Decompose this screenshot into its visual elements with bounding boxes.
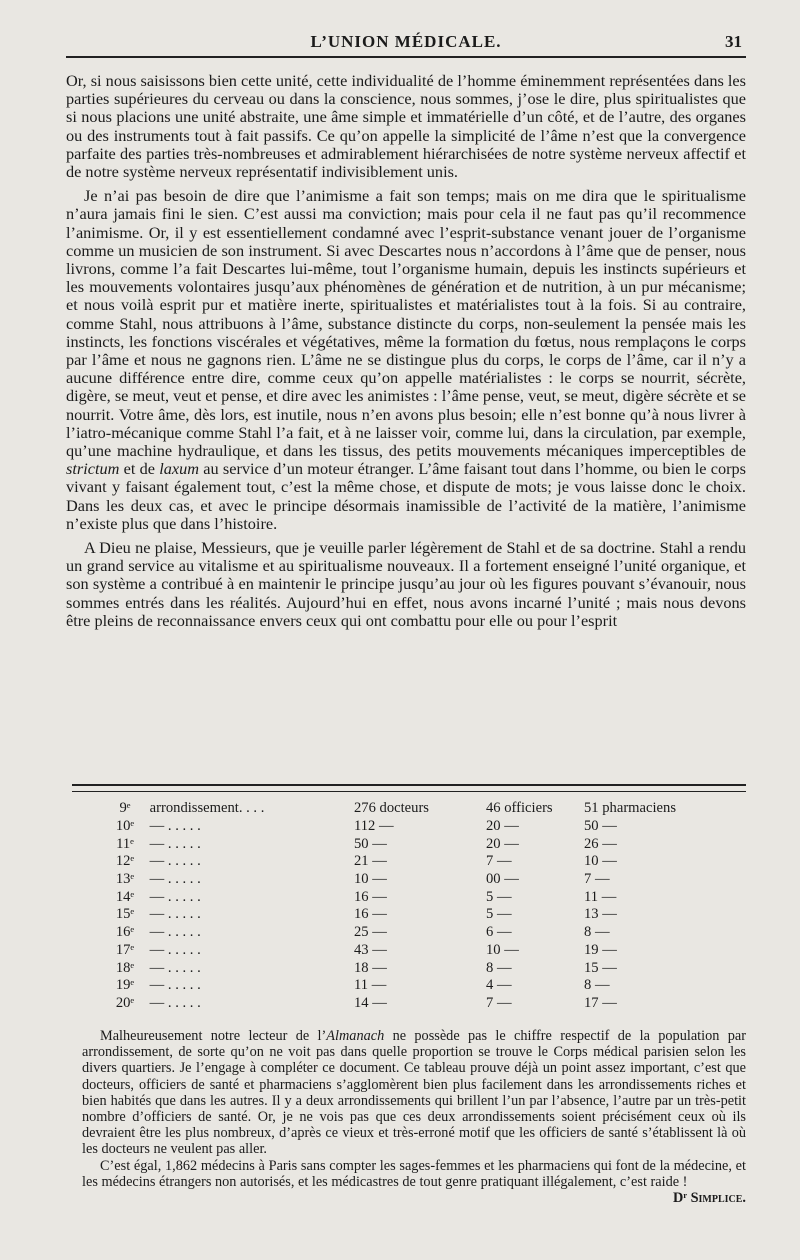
paragraph-2 — [66, 187, 746, 533]
table-row — [104, 835, 744, 853]
pharmaciens-count: 15 — [584, 959, 599, 976]
docteurs-cell — [354, 835, 486, 853]
docteurs-count: 50 — [354, 835, 369, 852]
arrondissement-cell — [104, 942, 354, 960]
officiers-word: — — [504, 835, 519, 852]
officiers-count: 5 — [486, 888, 494, 905]
docteurs-count: 112 — [354, 818, 376, 835]
arrondissement-label: — . . . . . — [149, 835, 201, 852]
docteurs-cell — [354, 924, 486, 942]
docteurs-cell — [354, 942, 486, 960]
officiers-cell — [486, 888, 584, 906]
pharmaciens-cell — [584, 924, 744, 942]
arrondissement-label: — . . . . . — [149, 924, 201, 941]
pharmaciens-word: — — [602, 941, 617, 958]
officiers-cell — [486, 853, 584, 871]
docteurs-word: — — [372, 941, 387, 958]
docteurs-count: 11 — [354, 977, 369, 994]
pharmaciens-count: 13 — [584, 906, 599, 923]
arrondissement-label: — . . . . . — [149, 871, 201, 888]
docteurs-cell — [354, 959, 486, 977]
term-strictum: strictum — [66, 459, 120, 479]
arrondissement-number: 12ᵉ — [115, 853, 135, 870]
pharmaciens-count: 8 — [584, 924, 592, 941]
arrondissement-table — [104, 800, 744, 1012]
arrondissement-number: 16ᵉ — [115, 924, 135, 941]
journal-title: L’UNION MÉDICALE. — [310, 32, 502, 51]
officiers-word: — — [496, 906, 512, 923]
arrondissement-number: 17ᵉ — [115, 941, 135, 958]
docteurs-count: 16 — [354, 906, 369, 923]
pharmaciens-cell — [584, 977, 744, 995]
arrondissement-cell — [104, 835, 354, 853]
arrondissement-number: 10ᵉ — [115, 818, 135, 835]
arrondissement-cell — [104, 853, 354, 871]
docteurs-count: 21 — [354, 853, 369, 870]
pharmaciens-count: 19 — [584, 941, 599, 958]
docteurs-word: docteurs — [379, 800, 429, 817]
pharmaciens-cell — [584, 888, 744, 906]
arrondissement-label: — . . . . . — [149, 853, 201, 870]
officiers-cell — [486, 818, 584, 836]
pharmaciens-cell — [584, 800, 744, 818]
arrondissement-cell — [104, 959, 354, 977]
pharmaciens-word: — — [601, 888, 617, 905]
pharmaciens-word: — — [594, 924, 610, 941]
docteurs-cell — [354, 871, 486, 889]
table-row — [104, 853, 744, 871]
officiers-word: — — [496, 853, 512, 870]
pharmaciens-word: — — [602, 835, 617, 852]
divider-thick — [72, 784, 746, 786]
paragraph-2-text: Je n’ai pas besoin de dire que l’animisme a fait son temps; mais on me dira que le spiritualisme n’aura jamais fini le sien. C’est aussi ma conviction; mais pour cela il ne faut pas qu’il recommence l’animisme. Or, il y est essentiellement condamné avec l’esprit-substance venant jouer de l’organisme comme un musicien de son instrument. Si avec Descartes nous n’accordons à l’âme que de penser, nous livrons, comme l’a fait Descartes lui-même, tout l’organisme humain, depuis les instincts supérieurs et les mouvements volontaires jusqu’aux phénomènes de génération et de nutrition, à un pur mécanisme; et nous voilà esprit pur et matière inerte, spiritualistes et matérialistes tout à la fois. Si au contraire, comme Stahl, nous attribuons à l’âme, substance distincte du corps, non-seulement la pensée mais les instincts, les fonctions viscérales et végétatives, même la formation du fœtus, nous remplaçons le corps par l’âme et nous ne gagnons rien. L’âme ne se distingue plus du corps, le corps de l’âme, car il n’y a aucune différence entre dire, comme ceux qu’on appelle matérialistes : le corps se nourrit, sécrète, digère, se meut, veut et pense, et dire avec les animistes : l’âme pense, veut, se meut, digère sécrète et se nourrit. Votre âme, dès lors, est inutile, nous n’en avons plus besoin; elle n’est bonne qu’à nous livrer à l’iatro-mécanique comme Stahl l’a fait, et à ne laisser voir, comme lui, dans la circulation, par exemple, qu’une machine hydraulique, et dans les tissus, des petits mouvements mécaniques imperceptibles de — [66, 186, 746, 461]
officiers-cell — [486, 942, 584, 960]
arrondissement-cell — [104, 818, 354, 836]
arrondissement-label: arrondissement. . . . — [149, 800, 265, 817]
arrondissement-number: 20ᵉ — [115, 994, 135, 1011]
officiers-cell — [486, 977, 584, 995]
docteurs-cell — [354, 888, 486, 906]
officiers-count: 5 — [486, 906, 494, 923]
arrondissement-label: — . . . . . — [149, 818, 201, 835]
officiers-count: 6 — [486, 924, 494, 941]
paragraph-2-mid: et de — [123, 459, 155, 479]
docteurs-count: 14 — [354, 994, 369, 1011]
officiers-count: 8 — [486, 959, 494, 976]
arrondissement-number: 11ᵉ — [116, 835, 134, 852]
docteurs-word: — — [372, 906, 387, 923]
docteurs-cell — [354, 800, 486, 818]
docteurs-word: — — [372, 994, 387, 1011]
arrondissement-cell — [104, 888, 354, 906]
officiers-count: 7 — [486, 853, 494, 870]
table-row — [104, 906, 744, 924]
footnote-text-2: C’est égal, 1,862 médecins à Paris sans compter les sages-femmes et les pharmaciens qui font de la médecine, et les médecins étrangers non autorisés, et les médicastres de tout genre pratiquant illégalement, c’est raide ! — [82, 1157, 746, 1190]
table-row — [104, 818, 744, 836]
pharmaciens-count: 17 — [584, 994, 599, 1011]
arrondissement-label: — . . . . . — [149, 906, 201, 923]
arrondissement-number: 18ᵉ — [115, 959, 135, 976]
table-row — [104, 995, 744, 1013]
pharmaciens-cell — [584, 818, 744, 836]
officiers-cell — [486, 924, 584, 942]
divider-thin — [72, 791, 746, 792]
pharmaciens-cell — [584, 942, 744, 960]
table-row — [104, 888, 744, 906]
paragraph-3: A Dieu ne plaise, Messieurs, que je veuille parler légèrement de Stahl et de sa doctrine. Stahl a rendu un grand service au vitalisme et au spiritualisme nouveaux. Il a fortement enseigné l’unité organique, et son système a contribué à en maintenir le principe jusqu’au jour où les figures pouvant s’évanouir, nous sommes entrés dans les réalités. Aujourd’hui en effet, nous avons incarné l’unité ; mais nous devons être pleins de reconnaissance envers ceux qui ont combattu pour elle ou pour l’esprit — [66, 538, 746, 630]
table-row — [104, 800, 744, 818]
table-row — [104, 977, 744, 995]
paragraph-2-end: au service d’un moteur étranger. L’âme faisant tout dans l’homme, ou bien le corps vivant y faisant également tout, c’est la même chose, et dispute de mots; je vous laisse donc le choix. Dans les deux cas, et avec le principe désormais inamissible de l’activité de la matière, l’animisme n’existe plus que dans l’histoire. — [66, 459, 747, 533]
paragraph-1: Or, si nous saisissons bien cette unité, cette individualité de l’homme éminemment représentées dans les parties supérieures du cerveau ou dans la conscience, nous sommes, j’ose le dire, plus spiritualistes que si nous placions une unité abstraite, une âme simple et immatérielle d’un côté, et de l’autre, des organes ou des instruments tout à fait passifs. Ce qu’on appelle la simplicité de l’âme n’est que la convergence parfaite des parties très-nombreuses et admirablement hiérarchisées de notre système nerveux affectif et de notre système nerveux représentatif indivisiblement unis. — [66, 71, 746, 182]
pharmaciens-cell — [584, 853, 744, 871]
docteurs-word: — — [372, 853, 387, 870]
docteurs-cell — [354, 995, 486, 1013]
docteurs-count: 18 — [354, 959, 369, 976]
footnote-text-start: Malheureusement notre lecteur de l’ — [100, 1028, 327, 1044]
arrondissement-label: — . . . . . — [149, 888, 201, 905]
pharmaciens-word: — — [594, 977, 610, 994]
arrondissement-number: 14ᵉ — [115, 888, 135, 905]
officiers-count: 7 — [486, 994, 494, 1011]
officiers-cell — [486, 959, 584, 977]
arrondissement-label: — . . . . . — [149, 941, 201, 958]
arrondissement-cell — [104, 977, 354, 995]
officiers-cell — [486, 800, 584, 818]
officiers-cell — [486, 906, 584, 924]
pharmaciens-cell — [584, 835, 744, 853]
docteurs-count: 16 — [354, 888, 369, 905]
footnote-paragraph-1 — [82, 1028, 746, 1158]
officiers-word: officiers — [504, 800, 553, 817]
docteurs-word: — — [379, 818, 394, 835]
footnote-paragraph-2 — [82, 1157, 746, 1207]
officiers-word: — — [496, 977, 512, 994]
table-row — [104, 959, 744, 977]
officiers-word: — — [496, 994, 512, 1011]
pharmaciens-word: — — [602, 853, 617, 870]
officiers-cell — [486, 835, 584, 853]
officiers-word: — — [496, 888, 512, 905]
docteurs-word: — — [372, 924, 387, 941]
docteurs-count: 25 — [354, 924, 369, 941]
docteurs-word: — — [371, 977, 387, 994]
page-number: 31 — [725, 32, 742, 51]
officiers-count: 4 — [486, 977, 494, 994]
arrondissement-number: 9ᵉ — [119, 800, 131, 817]
docteurs-word: — — [372, 888, 387, 905]
docteurs-word: — — [372, 959, 387, 976]
officiers-count: 46 — [486, 800, 501, 817]
docteurs-count: 43 — [354, 941, 369, 958]
arrondissement-cell — [104, 995, 354, 1013]
pharmaciens-word: — — [602, 906, 617, 923]
pharmaciens-cell — [584, 906, 744, 924]
officiers-cell — [486, 995, 584, 1013]
table-row — [104, 942, 744, 960]
pharmaciens-count: 7 — [584, 871, 592, 888]
arrondissement-label: — . . . . . — [149, 994, 201, 1011]
pharmaciens-cell — [584, 871, 744, 889]
pharmaciens-count: 51 — [584, 800, 599, 817]
arrondissement-label: — . . . . . — [149, 977, 201, 994]
signature: Dʳ Simplice. — [673, 1190, 746, 1207]
pharmaciens-cell — [584, 959, 744, 977]
table-row — [104, 924, 744, 942]
officiers-count: 20 — [486, 818, 501, 835]
docteurs-count: 10 — [354, 871, 369, 888]
almanach-title: Almanach — [326, 1028, 385, 1044]
term-laxum: laxum — [159, 459, 200, 479]
footnote — [82, 1028, 746, 1206]
arrondissement-cell — [104, 924, 354, 942]
footnote-text-end: ne possède pas le chiffre respectif de la population par arrondissement, de sorte qu’on ne voit pas dans quelle proportion se trouve le Corps médical parisien selon les divers quartiers. Je l’engage à compléter ce document. Ce tableau prouve déjà un point assez important, c’est que docteurs, officiers de santé et pharmaciens s’agglomèrent bien plus facilement dans les arrondissements riches et bien habités que dans les autres. Il y a deux arrondissements qui brillent l’un par l’absence, l’autre par un très-petit nombre d’officiers de santé. Or, je ne vois pas que ces deux arrondissements soient précisément ceux où ils devraient être les plus nombreux, d’après ce vieux et très-erroné motif que les officiers de santé s’établissent là où les docteurs ne veulent pas aller. — [82, 1028, 746, 1158]
pharmaciens-word: — — [594, 871, 610, 888]
officiers-count: 00 — [486, 871, 501, 888]
docteurs-cell — [354, 977, 486, 995]
officiers-word: — — [504, 871, 519, 888]
docteurs-cell — [354, 906, 486, 924]
arrondissement-label: — . . . . . — [149, 959, 201, 976]
arrondissement-number: 13ᵉ — [115, 871, 135, 888]
pharmaciens-count: 26 — [584, 835, 599, 852]
pharmaciens-count: 8 — [584, 977, 592, 994]
arrondissement-cell — [104, 906, 354, 924]
officiers-count: 20 — [486, 835, 501, 852]
main-text — [66, 72, 746, 630]
pharmaciens-word: — — [602, 959, 617, 976]
pharmaciens-count: 50 — [584, 818, 599, 835]
docteurs-cell — [354, 853, 486, 871]
arrondissement-cell — [104, 871, 354, 889]
officiers-cell — [486, 871, 584, 889]
pharmaciens-word: pharmaciens — [602, 800, 676, 817]
pharmaciens-word: — — [602, 818, 617, 835]
officiers-word: — — [504, 818, 519, 835]
pharmaciens-word: — — [602, 994, 617, 1011]
docteurs-word: — — [372, 835, 387, 852]
table-row — [104, 871, 744, 889]
pharmaciens-cell — [584, 995, 744, 1013]
officiers-word: — — [496, 924, 512, 941]
pharmaciens-count: 11 — [584, 888, 599, 905]
arrondissement-number: 19ᵉ — [115, 977, 135, 994]
docteurs-word: — — [372, 871, 387, 888]
page-header — [66, 28, 746, 58]
arrondissement-cell — [104, 800, 354, 818]
officiers-word: — — [496, 959, 512, 976]
officiers-word: — — [504, 941, 519, 958]
arrondissement-number: 15ᵉ — [115, 906, 135, 923]
officiers-count: 10 — [486, 941, 501, 958]
docteurs-cell — [354, 818, 486, 836]
docteurs-count: 276 — [354, 800, 376, 817]
pharmaciens-count: 10 — [584, 853, 599, 870]
